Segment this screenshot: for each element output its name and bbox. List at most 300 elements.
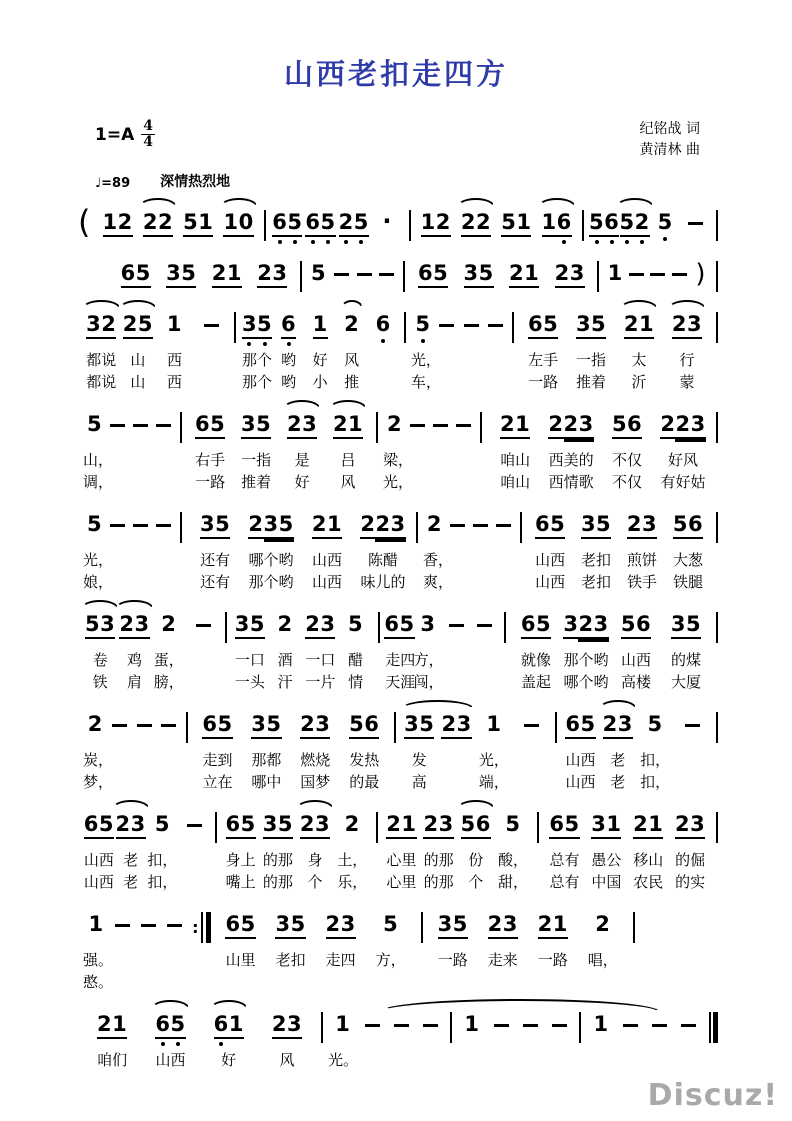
slur-arc [457, 198, 495, 207]
lyric-syllable [161, 950, 187, 970]
measure [78, 512, 180, 592]
note-cell [446, 512, 469, 527]
measure [418, 512, 520, 592]
note-cell [385, 612, 413, 639]
note-cell [152, 612, 186, 637]
lyric-syllable: 醋 [348, 651, 364, 669]
dash-note [423, 1024, 438, 1027]
note-cell [129, 512, 152, 527]
note-cell [193, 312, 230, 327]
measure [188, 712, 394, 792]
note-cell [366, 912, 416, 937]
lyric-syllable: 酒 [277, 651, 293, 669]
note-token: 65 [565, 712, 595, 739]
dash-note [523, 1024, 538, 1027]
note-cell [511, 612, 561, 639]
low-octave-dot [326, 240, 330, 244]
lyric-syllable: 光， [478, 751, 509, 769]
slur-arc [82, 300, 120, 309]
lyric-syllable [135, 972, 161, 992]
note-row [562, 712, 711, 739]
note-token: 21 [212, 261, 242, 288]
lyric-syllable [513, 750, 550, 770]
note-token: 23 [300, 812, 330, 839]
measure [108, 261, 300, 288]
measure [506, 612, 716, 692]
note-token: 23 [488, 912, 518, 939]
low-octave-dot [293, 240, 297, 244]
measure [396, 712, 555, 792]
note-row [416, 210, 577, 237]
note-cell [132, 712, 157, 727]
note-cell [586, 1012, 615, 1037]
lyric-row [232, 672, 373, 692]
lyric-syllable [459, 372, 483, 392]
note-cell [567, 312, 615, 339]
lyric-syllable [435, 350, 459, 370]
lyric-syllable: 移山 [633, 851, 664, 869]
note-token: 23 [116, 812, 146, 839]
slur-arc [151, 1000, 189, 1009]
lyric-row [383, 872, 532, 892]
note-cell [129, 412, 152, 427]
measure [581, 1012, 708, 1070]
note-cell [636, 712, 673, 737]
note-cell [233, 412, 279, 439]
dash-note [685, 724, 700, 727]
lyric-syllable [438, 750, 475, 770]
slur-arc [401, 700, 474, 709]
lyric-syllable: 一路 [195, 473, 226, 491]
note-cell [97, 210, 137, 237]
note-token: 35 [166, 261, 196, 288]
note-cell [258, 1012, 316, 1039]
note-token: 21 [500, 412, 530, 439]
note-cell [337, 210, 370, 237]
lyric-row [83, 950, 187, 970]
lyric-syllable: 都说 [86, 351, 117, 369]
note-token: 65 [418, 261, 448, 288]
lyric-syllable: 发热 [349, 751, 380, 769]
note-row [271, 207, 404, 237]
note-row [423, 512, 515, 539]
lyric-syllable: 有好姑 [660, 473, 706, 491]
note-token: 35 [275, 912, 305, 939]
note-cell [83, 312, 120, 339]
note-cell [141, 1012, 199, 1039]
lyric-syllable: 咱山 [500, 473, 531, 491]
dash-note [494, 1024, 509, 1027]
lyric-syllable [266, 972, 316, 992]
dash-note [464, 324, 479, 327]
lyric-row [222, 850, 371, 870]
lyric-syllable: 农民 [633, 873, 664, 891]
lyric-row [216, 950, 416, 970]
note-token: 25 [339, 210, 369, 237]
note-row [83, 612, 220, 639]
measure [323, 1012, 450, 1070]
lyric-syllable: 香， [422, 551, 453, 569]
lyric-row [511, 672, 711, 692]
low-octave-dot [663, 237, 667, 241]
time-signature [141, 119, 155, 151]
lyric-syllable: 左手 [528, 351, 559, 369]
note-row [307, 261, 398, 288]
tie-arc [379, 999, 661, 1012]
measure [522, 512, 716, 592]
thick-bar [713, 1012, 718, 1043]
note-cell [428, 912, 478, 939]
lyric-syllable: 风 [279, 1051, 295, 1069]
note-cell [307, 261, 330, 286]
note-cell [516, 1012, 545, 1027]
lyric-syllable: 都说 [86, 373, 117, 391]
measure [227, 612, 378, 692]
lyric-syllable: 好 [312, 351, 328, 369]
note-cell [544, 812, 586, 839]
note-cell [619, 210, 650, 237]
lyric-syllable: 唱， [587, 951, 618, 969]
note-cell [487, 412, 543, 439]
note-cell [456, 261, 502, 288]
dash-note [204, 324, 219, 327]
note-cell [545, 1012, 574, 1027]
note-row [187, 512, 411, 539]
lyric-row [193, 772, 389, 792]
note-cell [200, 1012, 258, 1039]
note-token: 22 [461, 210, 491, 237]
note-token: 5 [505, 812, 521, 836]
note-row [241, 312, 399, 339]
note-cell [406, 412, 429, 427]
slur-arc [340, 300, 363, 309]
lyric-row [385, 672, 499, 692]
lyric-syllable: 哟 [281, 373, 297, 391]
measure [78, 712, 186, 792]
note-token: 51 [501, 210, 531, 237]
note-token: 25 [123, 312, 153, 339]
lyric-row [187, 550, 411, 570]
score-line [78, 899, 635, 992]
note-cell [334, 812, 371, 837]
lyric-syllable [459, 350, 483, 370]
note-cell [117, 612, 151, 639]
lyric-syllable: 的煤 [671, 651, 702, 669]
credits [640, 119, 700, 161]
note-cell [187, 412, 233, 439]
note-cell [279, 412, 325, 439]
note-token: 35 [200, 512, 230, 539]
note-token: 6 [376, 312, 391, 337]
note-token: 61 [214, 1012, 244, 1039]
note-token: 2 [595, 912, 611, 936]
lyric-syllable [469, 550, 492, 570]
note-cell [147, 812, 179, 837]
lyric-syllable: 还有 [200, 573, 231, 591]
lyric-syllable: 嘴上 [225, 873, 256, 891]
note-token: 12 [421, 210, 451, 237]
lyric-syllable: 不仅 [612, 473, 643, 491]
dash-note [456, 424, 471, 427]
lyric-row [383, 850, 532, 870]
note-cell [494, 812, 531, 837]
lyric-syllable: 老扣 [581, 573, 612, 591]
lyric-syllable: 煎饼 [627, 551, 658, 569]
barline [633, 912, 635, 943]
lyric-syllable [442, 650, 470, 670]
note-token: 65 [521, 612, 551, 639]
lyric-syllable [132, 772, 157, 792]
thin-bar [709, 1012, 711, 1043]
note-token: 23 [627, 512, 657, 539]
lyric-syllable [367, 372, 399, 392]
measure [378, 812, 537, 892]
lyric-syllable: 老 [610, 751, 626, 769]
note-cell [674, 1012, 703, 1027]
lyric-syllable [108, 750, 133, 770]
lyric-syllable: 总有 [549, 873, 580, 891]
sixteenth-group: 23 [675, 412, 706, 436]
note-token: 12 [103, 210, 133, 237]
note-row [193, 712, 389, 739]
note-row [487, 412, 711, 439]
note-cell [626, 261, 647, 276]
note-token: 5 [310, 261, 327, 285]
note-token: 223 [548, 412, 593, 439]
note-token: 5 [647, 712, 663, 736]
score-line [78, 499, 718, 592]
lyric-syllable: 甜， [497, 873, 528, 891]
note-cell [330, 261, 353, 276]
lyric-syllable [129, 472, 152, 492]
lyric-syllable: 哟 [281, 351, 297, 369]
note-cell [496, 210, 536, 237]
note-cell [438, 712, 475, 739]
lyric-syllable: 愚公 [591, 851, 622, 869]
note-cell [501, 261, 547, 288]
lyric-syllable [452, 472, 475, 492]
lyric-syllable [438, 772, 475, 792]
note-cell [83, 612, 117, 639]
note-cell [178, 210, 218, 237]
note-cell [547, 261, 593, 288]
lyric-syllable [492, 572, 515, 592]
lyric-syllable: 闯， [413, 673, 444, 691]
note-token: 56 [461, 812, 491, 839]
dash-note [488, 324, 503, 327]
lyric-syllable: 风 [344, 351, 360, 369]
lyric-syllable [152, 550, 175, 570]
dash-note [496, 524, 511, 527]
lyric-syllable: 右手 [195, 451, 226, 469]
lyric-syllable: 太 [631, 351, 647, 369]
dash-note [161, 724, 176, 727]
note-token: 2 [344, 812, 360, 836]
dash-note [477, 624, 492, 627]
low-octave-dot [640, 240, 644, 244]
low-octave-dot [311, 240, 315, 244]
dash-note [379, 273, 394, 276]
dash-note [394, 1024, 409, 1027]
lyric-syllable: 爽， [422, 573, 453, 591]
lyric-row [428, 972, 628, 992]
note-row [232, 612, 373, 639]
tempo-row [95, 171, 792, 191]
lyric-syllable: 蒙 [679, 373, 695, 391]
lyric-syllable: 光， [410, 351, 441, 369]
lyric-syllable [446, 572, 469, 592]
score-line [78, 799, 718, 892]
note-cell [616, 1012, 645, 1027]
lyric-row [83, 372, 229, 392]
final-barline [709, 1012, 719, 1043]
note-cell [108, 712, 133, 727]
lyric-row [83, 572, 175, 592]
lyric-syllable: 立在 [202, 773, 233, 791]
note-row [410, 261, 592, 288]
note-cell [599, 412, 655, 439]
note-token: 56 [621, 612, 651, 639]
dash-note [552, 1024, 567, 1027]
lyric-row [328, 1050, 445, 1070]
lyric-row [423, 550, 515, 570]
note-cell [178, 812, 210, 827]
note-cell [109, 912, 135, 927]
note-cell [665, 512, 711, 539]
lyric-syllable [478, 972, 528, 992]
note-cell [383, 812, 420, 839]
lyric-row [562, 750, 711, 770]
lyric-syllable: 天涯 [385, 673, 416, 691]
repeat-dots: : [192, 918, 199, 937]
lyric-syllable: 走到 [202, 751, 233, 769]
lyric-syllable [616, 1050, 645, 1070]
lyric-syllable: 老 [610, 773, 626, 791]
note-token: 2 [386, 412, 403, 436]
note-token: 21 [386, 812, 416, 839]
time-numerator: 4 [143, 118, 153, 134]
lyric-syllable [106, 472, 129, 492]
key-signature [95, 119, 155, 151]
score-line [78, 197, 718, 241]
note-token: 35 [671, 612, 701, 639]
lyric-syllable [429, 450, 452, 470]
close-paren: ) [695, 259, 706, 289]
note-cell [204, 261, 250, 288]
note-cell [161, 912, 187, 927]
lyric-syllable: 那个哟 [563, 651, 609, 669]
lyric-syllable: 走来 [487, 951, 518, 969]
lyric-row [216, 972, 416, 992]
note-cell [304, 210, 337, 237]
measure [182, 412, 376, 492]
measure [378, 412, 480, 492]
note-token: 5 [154, 812, 170, 836]
lyric-syllable: 一指 [241, 451, 272, 469]
note-token: 35 [404, 712, 434, 739]
lyric-syllable [674, 750, 711, 770]
lyric-syllable: 汗 [277, 673, 293, 691]
note-token: 56 [589, 210, 619, 237]
lyric-row [527, 572, 711, 592]
slur-arc [329, 400, 367, 409]
measure [423, 912, 633, 992]
note-row [589, 210, 711, 237]
note-row [328, 1012, 445, 1039]
note-cell [690, 261, 711, 287]
lyric-syllable [483, 350, 507, 370]
slur-arc [538, 198, 576, 207]
lyric-syllable: 咱们 [97, 1051, 128, 1069]
lyric-syllable: 山西 [83, 873, 114, 891]
dash-note [449, 624, 464, 627]
note-cell [353, 261, 376, 276]
dash-note [156, 424, 171, 427]
note-cell [674, 712, 711, 727]
lyric-syllable: 方， [375, 951, 406, 969]
lyric-row [232, 650, 373, 670]
note-cell [273, 312, 305, 339]
note-token: 3 [420, 612, 436, 636]
note-cell [442, 612, 470, 627]
lyric-row [83, 850, 210, 870]
note-cell [83, 1012, 141, 1039]
note-cell [414, 612, 442, 637]
lyric-syllable: 味儿的 [360, 573, 406, 591]
lyric-syllable: 的最 [349, 773, 380, 791]
lyric-syllable: 山 [130, 351, 146, 369]
lyric-syllable: 高 [411, 773, 427, 791]
lyric-row [411, 372, 507, 392]
note-cell [650, 210, 681, 235]
lyric-syllable: 光， [83, 551, 114, 569]
note-token: 323 [563, 612, 608, 639]
lyric-syllable [186, 672, 220, 692]
note-token: 6 [281, 312, 296, 339]
note-cell [316, 912, 366, 939]
note-cell [423, 512, 446, 537]
note-cell [615, 312, 663, 339]
lyric-syllable: 光。 [328, 1051, 359, 1069]
lyric-syllable [578, 972, 628, 992]
measure [92, 210, 263, 237]
dash-note [439, 324, 454, 327]
note-cell [401, 712, 438, 739]
lyric-syllable [469, 572, 492, 592]
lyric-row [401, 772, 550, 792]
dash-note [450, 524, 465, 527]
lyric-syllable: 老扣 [581, 551, 612, 569]
lyric-row [385, 650, 499, 670]
note-row [83, 512, 175, 539]
dash-note [410, 424, 425, 427]
augmentation-dot: · [382, 207, 392, 235]
measure [405, 261, 597, 288]
note-cell [543, 412, 599, 439]
note-cell [599, 712, 636, 739]
lyric-row [83, 472, 175, 492]
note-cell [668, 261, 689, 276]
note-token: 35 [581, 512, 611, 539]
low-octave-dot [219, 1042, 223, 1046]
note-token: 56 [612, 412, 642, 439]
lyric-row [83, 772, 181, 792]
lyric-syllable [457, 1050, 486, 1070]
lyric-syllable: 膀， [153, 673, 184, 691]
note-row [83, 412, 175, 439]
note-token: 5 [383, 912, 399, 936]
slur-arc [620, 300, 658, 309]
